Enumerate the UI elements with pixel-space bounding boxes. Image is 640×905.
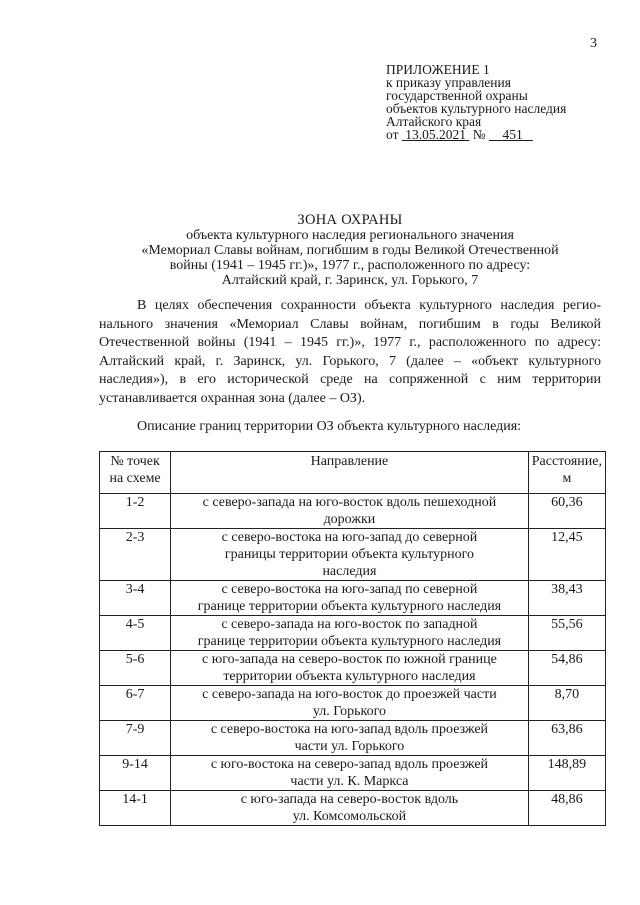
direction-line: границе территории объекта культурного наследия	[197, 599, 502, 614]
document-title-block	[100, 213, 600, 288]
cell-distance: 38,43	[528, 581, 605, 616]
direction-line: с северо-запада на юго-восток по западной	[221, 617, 478, 632]
cell-points: 3-4	[100, 581, 171, 616]
header-points: № точек на схеме	[100, 452, 171, 494]
cell-points: 5-6	[100, 651, 171, 686]
cell-distance: 60,36	[528, 494, 605, 529]
cell-distance: 55,56	[528, 616, 605, 651]
table-row	[100, 581, 606, 616]
number-label: №	[472, 127, 486, 142]
cell-distance: 54,86	[528, 651, 605, 686]
direction-line: дорожки	[323, 512, 376, 527]
cell-points: 6-7	[100, 686, 171, 721]
header-distance: Расстояние, м	[528, 452, 605, 494]
direction-line: ул. Горького	[312, 704, 386, 719]
appendix-line: к приказу управления	[386, 75, 511, 90]
cell-direction	[171, 686, 529, 721]
direction-line: части ул. Горького	[294, 739, 405, 754]
cell-direction	[171, 529, 529, 581]
table-row	[100, 651, 606, 686]
cell-distance: 48,86	[528, 791, 605, 826]
cell-direction	[171, 494, 529, 529]
table-body	[100, 494, 606, 826]
page-number: 3	[590, 36, 597, 51]
cell-direction	[171, 721, 529, 756]
intro-line: Алтайский край, г. Заринск, ул. Горького, 7 (далее – «объект культурного	[99, 353, 601, 369]
direction-line: части ул. К. Маркса	[290, 774, 409, 789]
order-number: 451	[502, 127, 523, 142]
cell-points: 2-3	[100, 529, 171, 581]
cell-direction	[171, 616, 529, 651]
table-row	[100, 529, 606, 581]
table-row	[100, 494, 606, 529]
cell-direction	[171, 756, 529, 791]
intro-line: устанавливается охранная зона (далее – ОЗ).	[99, 390, 366, 406]
intro-line: В целях обеспечения сохранности объекта культурного наследия регио-	[137, 298, 601, 313]
from-label: от	[386, 127, 399, 142]
direction-line: ул. Комсомольской	[292, 809, 407, 824]
cell-distance: 148,89	[528, 756, 605, 791]
appendix-line: государственной охраны	[386, 88, 528, 103]
order-date: 13.05.2021	[405, 127, 466, 142]
direction-line: с юго-запада на северо-восток по южной границе	[202, 652, 497, 667]
intro-paragraph	[99, 297, 601, 409]
cell-points: 7-9	[100, 721, 171, 756]
direction-line: границы территории объекта культурного	[224, 547, 474, 562]
cell-points: 9-14	[100, 756, 171, 791]
appendix-block	[386, 63, 566, 141]
cell-distance: 12,45	[528, 529, 605, 581]
direction-line: с северо-запада на юго-восток вдоль пешеходной	[202, 495, 497, 510]
cell-direction	[171, 791, 529, 826]
table-caption: Описание границ территории ОЗ объекта культурного наследия:	[137, 419, 522, 434]
direction-line: территории объекта культурного наследия	[223, 669, 476, 684]
header-direction: Направление	[171, 452, 529, 494]
cell-direction	[171, 581, 529, 616]
cell-points: 4-5	[100, 616, 171, 651]
intro-line: Отечественной войны (1941 – 1945 гг.)», 1977 г., расположенного по адресу:	[99, 335, 601, 351]
direction-line: границе территории объекта культурного наследия	[197, 634, 502, 649]
document-title: ЗОНА ОХРАНЫ	[297, 212, 403, 228]
table-row	[100, 791, 606, 826]
direction-line: с северо-востока на юго-запад по северной	[221, 582, 478, 597]
boundary-table	[99, 451, 606, 826]
intro-line: нального значения «Мемориал Славы войнам, погибшим в годы Великой	[99, 316, 601, 332]
direction-line: наследия	[322, 564, 377, 579]
order-reference	[386, 128, 566, 141]
cell-direction	[171, 651, 529, 686]
direction-line: с юго-востока на северо-запад вдоль проезжей	[210, 757, 489, 772]
table-row	[100, 686, 606, 721]
cell-points: 1-2	[100, 494, 171, 529]
cell-distance: 63,86	[528, 721, 605, 756]
direction-line: с юго-запада на северо-восток вдоль	[240, 792, 459, 807]
appendix-line: Алтайского края	[386, 114, 482, 129]
title-line: объекта культурного наследия регионального значения	[186, 228, 514, 243]
intro-line: наследия»), в его исторической среде на сопряженной с ним территории	[99, 372, 601, 388]
table-row	[100, 756, 606, 791]
direction-line: с северо-запада на юго-восток до проезжей части	[202, 687, 497, 702]
appendix-line: объектов культурного наследия	[386, 101, 567, 116]
direction-line: с северо-востока на юго-запад вдоль проезжей	[210, 722, 489, 737]
direction-line: с северо-востока на юго-запад до северной	[221, 530, 478, 545]
title-line: войны (1941 – 1945 гг.)», 1977 г., расположенного по адресу:	[169, 258, 531, 273]
table-header-row	[100, 452, 606, 494]
table-row	[100, 721, 606, 756]
title-line: Алтайский край, г. Заринск, ул. Горького, 7	[221, 273, 479, 288]
cell-distance: 8,70	[528, 686, 605, 721]
appendix-heading: ПРИЛОЖЕНИЕ 1	[386, 62, 490, 77]
table-row	[100, 616, 606, 651]
title-line: «Мемориал Славы войнам, погибшим в годы Великой Отечественной	[141, 243, 559, 258]
cell-points: 14-1	[100, 791, 171, 826]
